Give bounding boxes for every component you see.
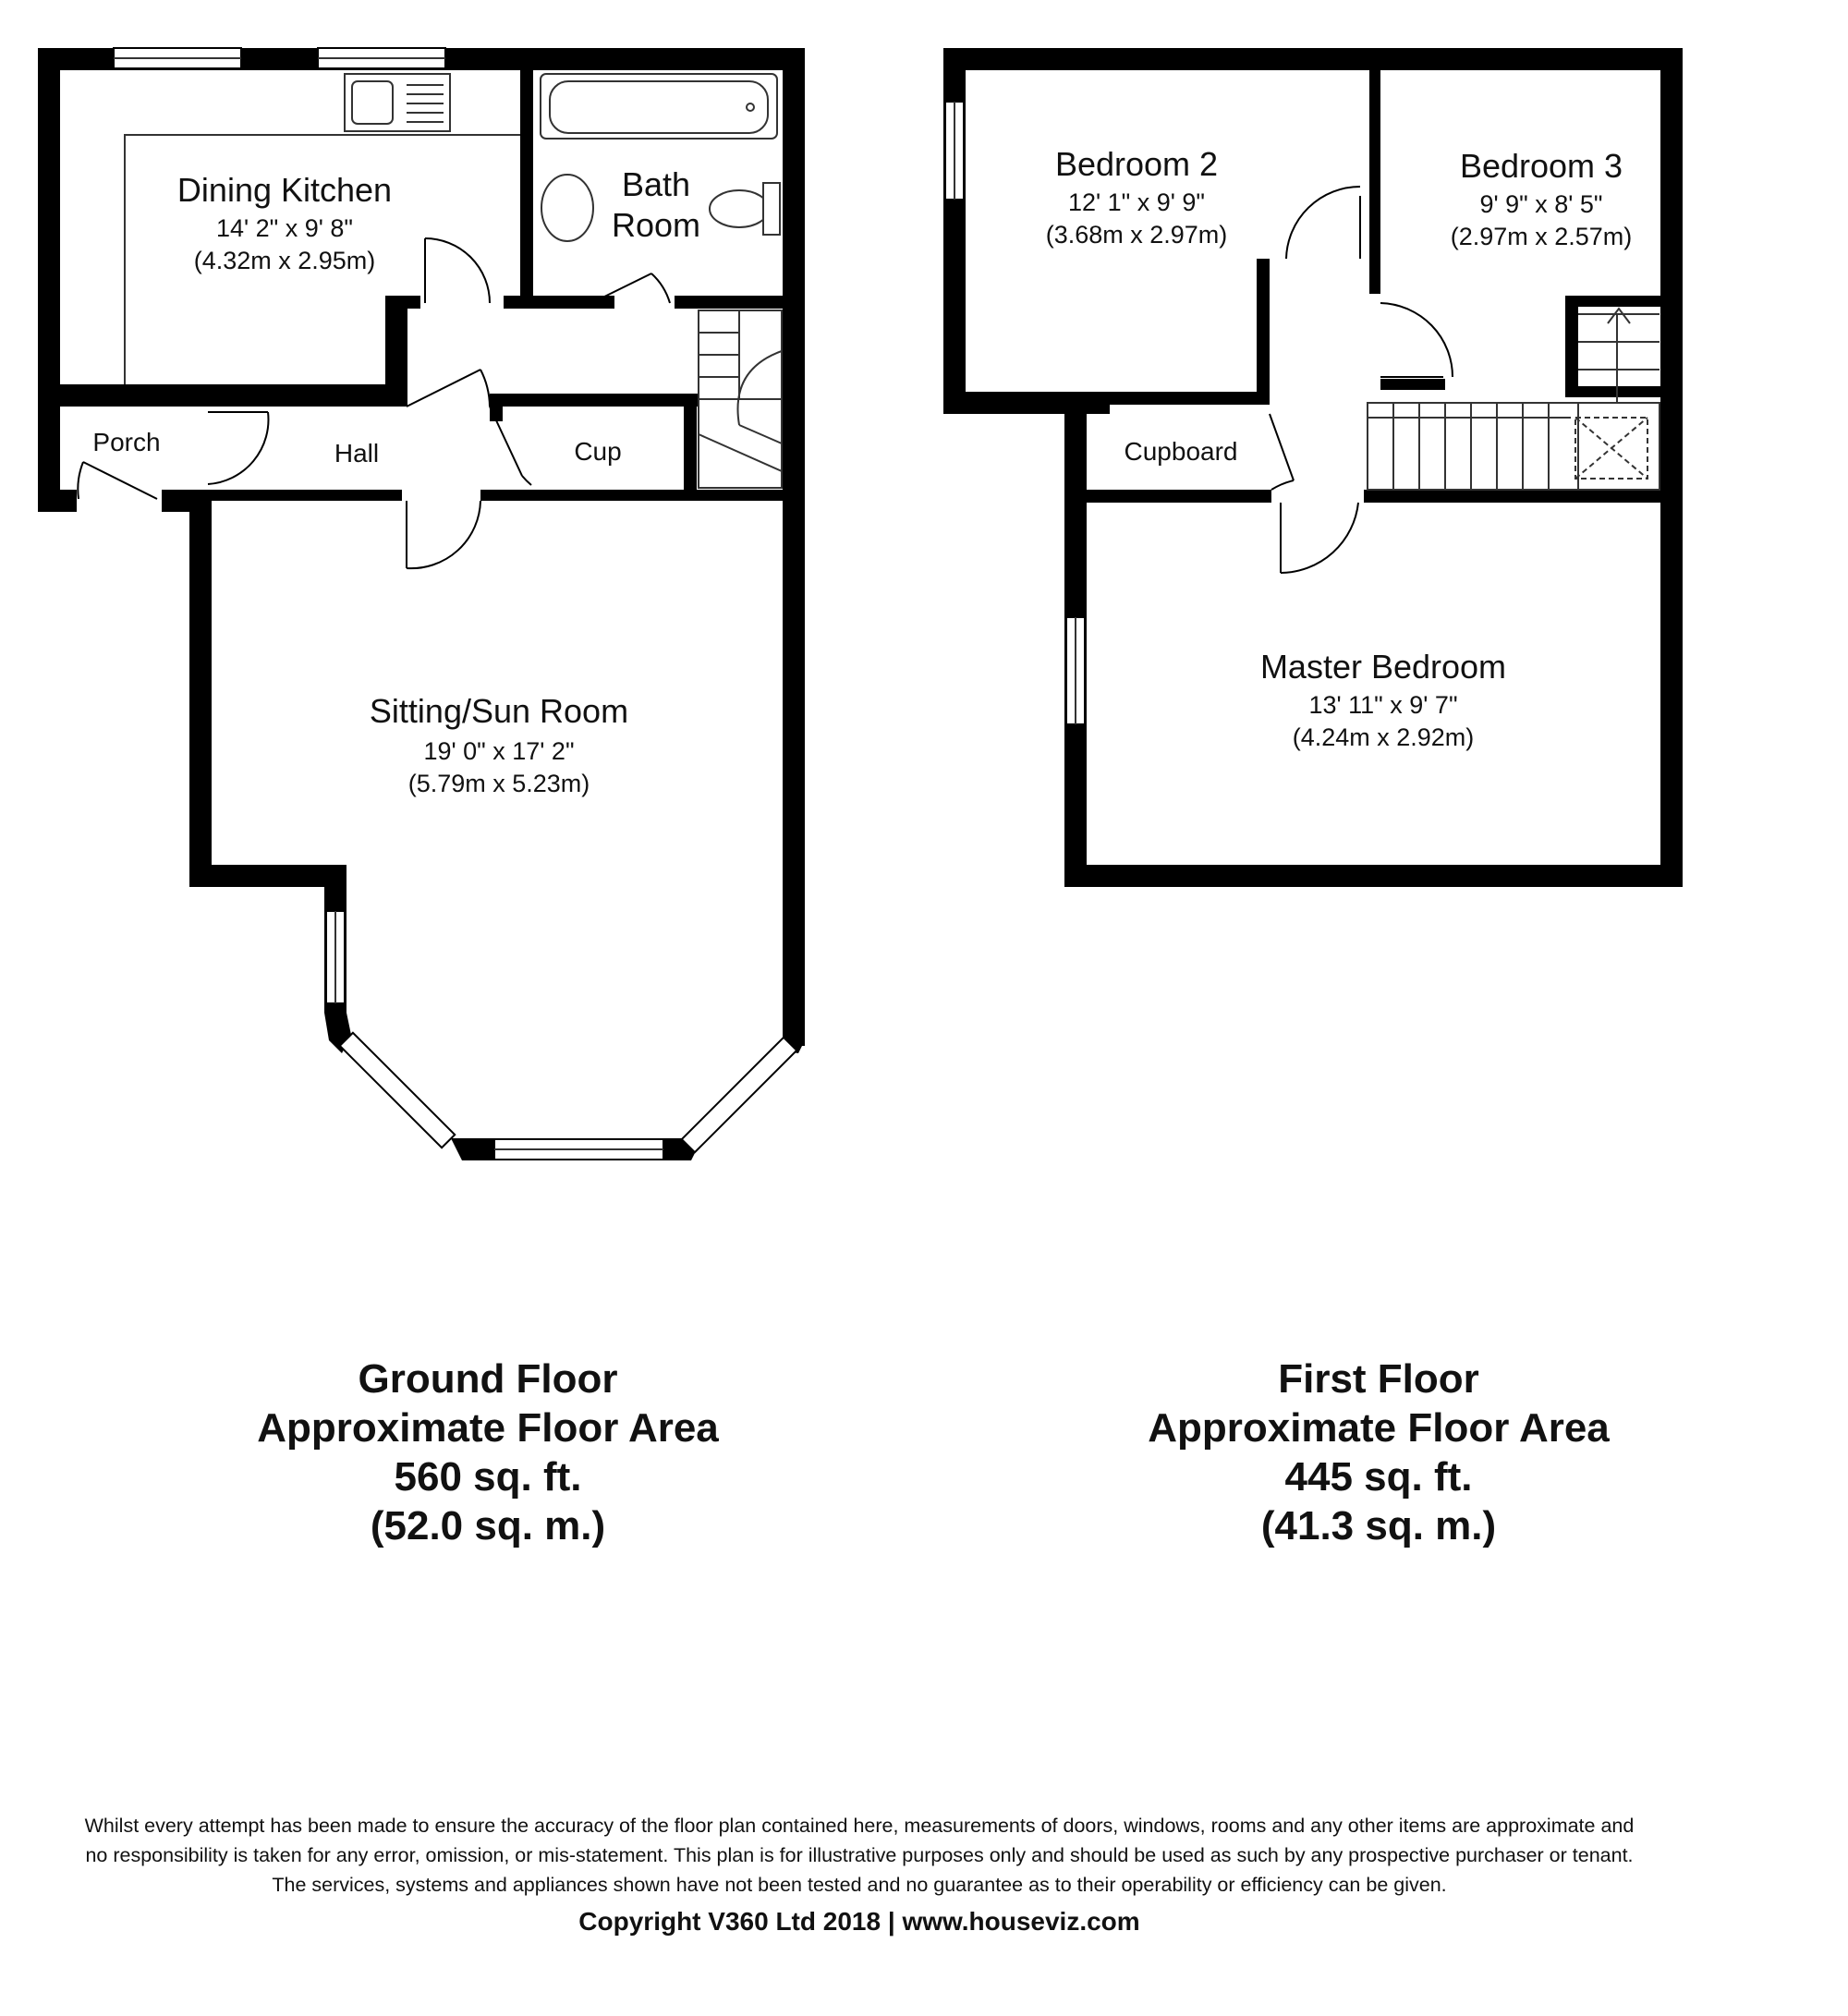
ground-stairs (699, 310, 782, 488)
first-floor-labels (1046, 145, 1633, 751)
first-floor-area-label: Approximate Floor Area (1148, 1405, 1610, 1451)
first-stairs (1368, 309, 1660, 490)
sitting-sun-room-metric: (5.79m x 5.23m) (407, 770, 590, 797)
disclaimer-text (0, 1811, 1719, 1900)
bedroom-2-name: Bedroom 2 (1054, 145, 1219, 183)
first-floor-summary (1027, 1354, 1730, 1550)
ground-floor-area-sqft: 560 sq. ft. (394, 1454, 582, 1500)
ground-floor-title: Ground Floor (358, 1356, 618, 1402)
sitting-sun-room-imperial: 19' 0" x 17' 2" (423, 737, 575, 765)
dining-kitchen-metric: (4.32m x 2.95m) (193, 247, 376, 274)
first-floor-area-sqm: (41.3 sq. m.) (1260, 1503, 1497, 1548)
cupboard-name: Cupboard (1124, 437, 1238, 466)
bedroom-3-metric: (2.97m x 2.57m) (1450, 223, 1633, 250)
bedroom-2-imperial: 12' 1" x 9' 9" (1067, 188, 1206, 216)
bedroom-2-metric: (3.68m x 2.97m) (1045, 221, 1228, 249)
copyright-notice: Copyright V360 Ltd 2018 | www.houseviz.com (578, 1907, 1140, 1936)
master-bedroom-imperial: 13' 11" x 9' 7" (1308, 691, 1458, 719)
first-floor-title: First Floor (1278, 1356, 1479, 1402)
ground-floor-area-sqm: (52.0 sq. m.) (370, 1503, 606, 1548)
bedroom-3-name: Bedroom 3 (1459, 147, 1623, 185)
cup-name: Cup (574, 437, 622, 466)
sitting-sun-room-name: Sitting/Sun Room (369, 692, 629, 730)
dining-kitchen-name: Dining Kitchen (176, 171, 393, 209)
dining-kitchen-imperial: 14' 2" x 9' 8" (215, 214, 354, 242)
hall-name: Hall (334, 439, 380, 468)
disclaimer-line-1: Whilst every attempt has been made to ensure the accuracy of the floor plan contained here, measurements of doors, windows, rooms and any other items are approximate and (84, 1815, 1635, 1837)
ground-floor-area-label: Approximate Floor Area (257, 1405, 719, 1451)
porch-name: Porch (92, 428, 161, 456)
bath-room-name-line2: Room (611, 206, 701, 244)
ground-floor-summary (137, 1354, 839, 1550)
disclaimer-line-2: no responsibility is taken for any error, omission, or mis-statement. This plan is for illustrative purposes only and should be used as such by any prospective purchaser or tenant. (85, 1844, 1634, 1866)
bath-room-name-line1: Bath (621, 165, 691, 203)
first-floor-area-sqft: 445 sq. ft. (1284, 1454, 1473, 1500)
master-bedroom-metric: (4.24m x 2.92m) (1292, 723, 1475, 751)
ground-floor-labels (92, 165, 700, 797)
master-bedroom-name: Master Bedroom (1259, 648, 1507, 686)
disclaimer-line-3: The services, systems and appliances shown have not been tested and no guarantee as to their operability or efficiency can be given. (272, 1874, 1447, 1896)
bedroom-3-imperial: 9' 9" x 8' 5" (1479, 190, 1603, 218)
